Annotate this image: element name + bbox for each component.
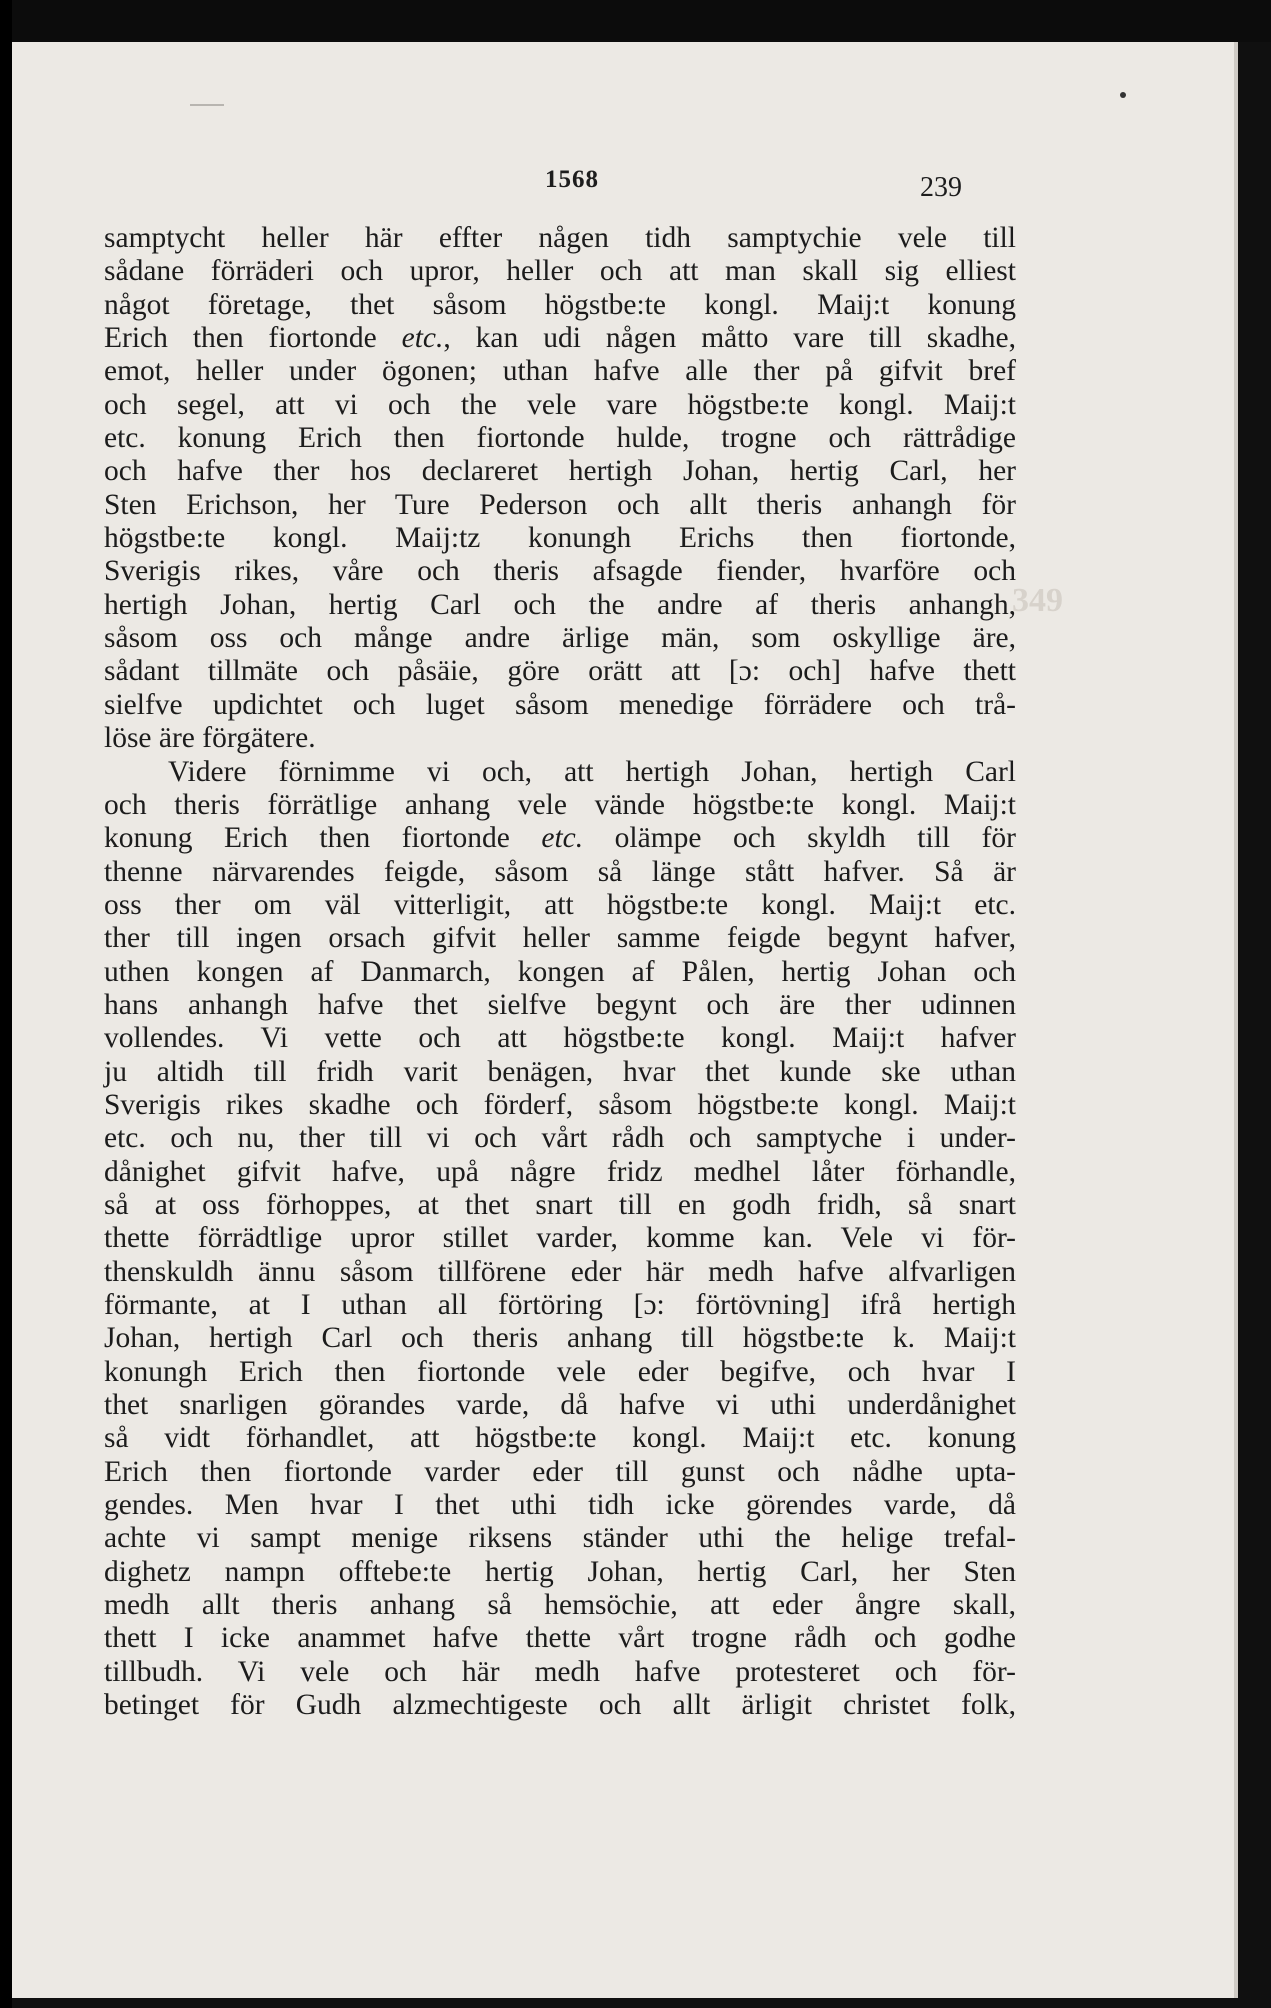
text-line: Sten Erichson, her Ture Pederson och allt theris anhangh för [104, 488, 1016, 521]
text-line: etc. konung Erich then fiortonde hulde, trogne och rättrådige [104, 422, 1016, 455]
text-line: thet snarligen görandes varde, då hafve vi uthi underdånighet [104, 1389, 1016, 1422]
text-line: thett I icke anammet hafve thette vårt trogne rådh och godhe [104, 1622, 1016, 1655]
body-text [104, 222, 1016, 1722]
margin-note: 349 [1012, 582, 1063, 619]
book-page [12, 42, 1238, 1998]
page-number: 239 [920, 172, 962, 203]
text-line: gendes. Men hvar I thet uthi tidh icke görendes varde, då [104, 1489, 1016, 1522]
scan-left-border [0, 0, 12, 2008]
text-line: thenne närvarendes feigde, såsom så länge stått hafver. Så är [104, 855, 1016, 888]
text-line: och hafve ther hos declareret hertigh Johan, hertig Carl, her [104, 455, 1016, 488]
text-line: och segel, att vi och the vele vare högstbe:te kongl. Maij:t [104, 388, 1016, 421]
text-line: konung Erich then fiortonde etc. olämpe och skyldh till för [104, 822, 1016, 855]
text-line: samptycht heller här effter någen tidh samptychie vele till [104, 222, 1016, 254]
italic-etc: etc. [541, 822, 584, 855]
text-line: hertigh Johan, hertig Carl och the andre af theris anhangh, [104, 588, 1016, 621]
text-line: hans anhangh hafve thet sielfve begynt och äre ther udinnen [104, 988, 1016, 1021]
text-line: oss ther om väl vitterligit, att högstbe:te kongl. Maij:t etc. [104, 888, 1016, 921]
text-line: dighetz nampn offtebe:te hertig Johan, hertig Carl, her Sten [104, 1555, 1016, 1588]
text-line: betinget för Gudh alzmechtigeste och allt ärligit christet folk, [104, 1689, 1016, 1722]
text-line: Erich then fiortonde etc., kan udi någen måtto vare till skadhe, [104, 322, 1017, 355]
text-line: högstbe:te kongl. Maij:tz konungh Erichs then fiortonde, [104, 522, 1016, 555]
page-header [12, 166, 1238, 212]
text-line: Johan, hertigh Carl och theris anhang till högstbe:te k. Maij:t [104, 1322, 1016, 1355]
text-line: thenskuldh ännu såsom tillförene eder här medh hafve alfvarligen [104, 1255, 1016, 1288]
text-line: såsom oss och månge andre ärlige män, som oskyllige äre, [104, 622, 1016, 655]
page-edge-shadow [1234, 42, 1238, 1998]
text-line: löse äre förgätere. [104, 722, 316, 755]
text-line: Erich then fiortonde varder eder till gunst och nådhe upta- [104, 1455, 1016, 1488]
text-line: emot, heller under ögonen; uthan hafve alle ther på gifvit bref [104, 355, 1016, 388]
ink-dash [190, 104, 224, 106]
text-line: sielfve updichtet och luget såsom menedige förrädere och trå- [104, 688, 1016, 721]
text-line: tillbudh. Vi vele och här medh hafve protesteret och för- [104, 1655, 1016, 1688]
text-line: dånighet gifvit hafve, upå någre fridz medhel låter förhandle, [104, 1155, 1016, 1188]
text-line: sådant tillmäte och påsäie, göre orätt att [ɔ: och] hafve thett [104, 655, 1016, 688]
scan-top-border [0, 0, 1271, 42]
text-line: så vidt förhandlet, att högstbe:te kongl. Maij:t etc. konung [104, 1422, 1016, 1455]
text-line: thette förrädtlige upror stillet varder, komme kan. Vele vi för- [104, 1222, 1016, 1255]
text-line: konungh Erich then fiortonde vele eder begifve, och hvar I [104, 1355, 1016, 1388]
text-line: Sverigis rikes, våre och theris afsagde fiender, hvarföre och [104, 555, 1016, 588]
paragraph-start-line: Videre förnimme vi och, att hertigh Johan, hertigh Carl [168, 755, 1016, 788]
text-line: ju altidh till fridh varit benägen, hvar thet kunde ske uthan [104, 1055, 1016, 1088]
running-head-year: 1568 [545, 166, 599, 193]
text-line: ther till ingen orsach gifvit heller samme feigde begynt hafver, [104, 922, 1016, 955]
text-line: achte vi sampt menige riksens ständer uthi the helige trefal- [104, 1522, 1016, 1555]
text-line: vollendes. Vi vette och att högstbe:te kongl. Maij:t hafver [104, 1022, 1016, 1055]
text-line: etc. och nu, ther till vi och vårt rådh och samptyche i under- [104, 1122, 1016, 1155]
text-line: något företage, thet såsom högstbe:te kongl. Maij:t konung [104, 288, 1016, 321]
italic-etc: etc. [401, 322, 444, 355]
text-line: och theris förrätlige anhang vele vände högstbe:te kongl. Maij:t [104, 788, 1016, 821]
text-line: så at oss förhoppes, at thet snart till en godh fridh, så snart [104, 1188, 1016, 1221]
text-line: medh allt theris anhang så hemsöchie, att eder ångre skall, [104, 1589, 1016, 1622]
text-line: Sverigis rikes skadhe och förderf, såsom högstbe:te kongl. Maij:t [104, 1088, 1016, 1121]
text-line: uthen kongen af Danmarch, kongen af Pålen, hertig Johan och [104, 955, 1016, 988]
text-line: sådane förräderi och upror, heller och att man skall sig elliest [104, 255, 1016, 288]
ink-speck [1120, 92, 1126, 98]
text-line: förmante, at I uthan all förtöring [ɔ: förtövning] ifrå hertigh [104, 1289, 1016, 1321]
